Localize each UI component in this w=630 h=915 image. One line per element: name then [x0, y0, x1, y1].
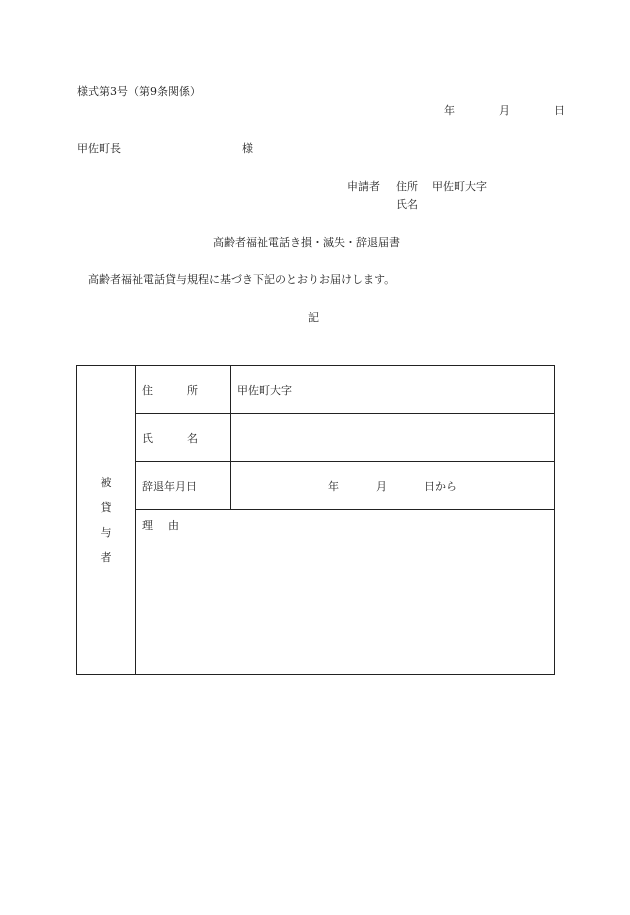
applicant-name-label: 氏名	[396, 198, 418, 211]
withdraw-month: 月	[376, 479, 387, 493]
withdraw-year: 年	[328, 479, 339, 493]
date-line	[444, 105, 565, 116]
ki-marker: 記	[308, 311, 319, 324]
reason-cell[interactable]	[136, 510, 555, 675]
reason-label-2: 由	[168, 519, 179, 532]
addressee: 甲佐町長	[77, 142, 121, 155]
date-day: 日	[554, 104, 565, 117]
name-label-1: 氏	[142, 431, 153, 445]
address-label-cell	[136, 366, 231, 414]
form-number: 様式第3号（第9条関係）	[77, 85, 201, 98]
name-label-cell	[136, 414, 231, 462]
side-label-2: 貸	[100, 501, 112, 514]
side-label-4: 者	[100, 551, 112, 564]
withdraw-date-cell[interactable]	[231, 462, 555, 510]
address-label-1: 住	[142, 383, 153, 397]
date-year: 年	[444, 104, 455, 117]
applicant-address-label: 住所	[396, 180, 418, 193]
document-title: 高齢者福祉電話き損・滅失・辞退届書	[213, 236, 400, 249]
withdraw-label: 辞退年月日	[142, 479, 197, 493]
address-value-cell[interactable]	[231, 366, 555, 414]
reason-label-1: 理	[142, 519, 153, 532]
honorific: 様	[242, 142, 253, 155]
withdraw-day: 日から	[424, 479, 457, 493]
address-label-2: 所	[187, 383, 198, 397]
body-text: 高齢者福祉電話貸与規程に基づき下記のとおりお届けします。	[88, 273, 396, 286]
withdraw-label-cell	[136, 462, 231, 510]
applicant-role: 申請者	[347, 180, 380, 193]
date-month: 月	[499, 104, 510, 117]
name-label-2: 名	[187, 431, 198, 445]
name-value-cell[interactable]	[231, 414, 555, 462]
address-value: 甲佐町大字	[237, 383, 292, 397]
side-label-1: 被	[100, 476, 112, 489]
applicant-address-value: 甲佐町大字	[432, 180, 487, 193]
side-label-cell	[77, 366, 136, 675]
applicant-table	[76, 365, 555, 675]
side-label-3: 与	[100, 526, 112, 539]
